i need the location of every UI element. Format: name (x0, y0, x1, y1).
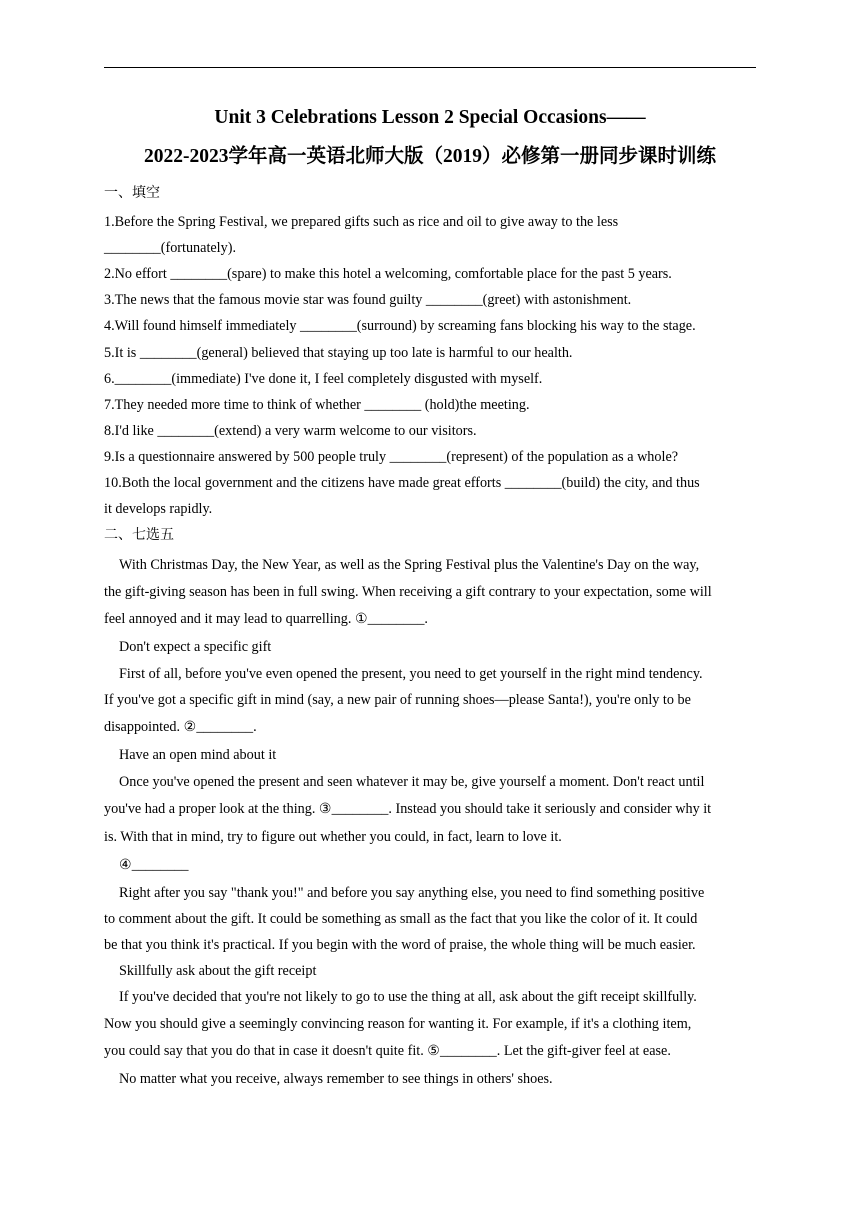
fill-blank-line: ________(fortunately). (104, 240, 236, 256)
passage-subheading: Have an open mind about it (119, 747, 277, 763)
passage-subheading: Skillfully ask about the gift receipt (119, 963, 317, 979)
passage-line: to comment about the gift. It could be something as small as the fact that you like the color of it. It could (104, 911, 698, 927)
fill-blank-line: 8.I'd like ________(extend) a very warm welcome to our visitors. (104, 423, 477, 439)
passage-line: Now you should give a seemingly convincing reason for wanting it. For example, if it's a clothing item, (104, 1016, 692, 1032)
passage-line: First of all, before you've even opened the present, you need to get yourself in the right mind tendency. (119, 666, 703, 682)
fill-blank-line: 6.________(immediate) I've done it, I feel completely disgusted with myself. (104, 371, 543, 387)
passage-line: you've had a proper look at the thing. ③________. Instead you should take it seriously and consider why it (104, 801, 712, 817)
passage-line: disappointed. ②________. (104, 719, 257, 735)
section-2-heading: 二、七选五 (104, 528, 174, 543)
passage-subheading-blank: ④________ (119, 857, 189, 873)
fill-blank-line: 10.Both the local government and the citizens have made great efforts ________(build) the city, and thus (104, 475, 700, 491)
header-rule (104, 67, 756, 68)
fill-blank-line: 2.No effort ________(spare) to make this hotel a welcoming, comfortable place for the past 5 years. (104, 266, 672, 282)
passage-line: If you've got a specific gift in mind (say, a new pair of running shoes—please Santa!), you're only to be (104, 692, 691, 708)
passage-line: With Christmas Day, the New Year, as well as the Spring Festival plus the Valentine's Day on the way, (119, 557, 700, 573)
title-line-2: 2022-2023学年高一英语北师大版（2019）必修第一册同步课时训练 (144, 146, 716, 167)
fill-blank-line: 9.Is a questionnaire answered by 500 people truly ________(represent) of the population as a whole? (104, 449, 679, 465)
passage-line: be that you think it's practical. If you begin with the word of praise, the whole thing will be much easier. (104, 937, 696, 953)
fill-blank-line: 7.They needed more time to think of whether ________ (hold)the meeting. (104, 397, 530, 413)
title-line-1: Unit 3 Celebrations Lesson 2 Special Occasions—— (214, 107, 646, 128)
fill-blank-line: 3.The news that the famous movie star was found guilty ________(greet) with astonishment. (104, 292, 632, 308)
fill-blank-line: 4.Will found himself immediately ________(surround) by screaming fans blocking his way to the stage. (104, 318, 696, 334)
passage-line: Once you've opened the present and seen whatever it may be, give yourself a moment. Don't react until (119, 774, 705, 790)
passage-line: feel annoyed and it may lead to quarrelling. ①________. (104, 611, 428, 627)
fill-blank-line: 5.It is ________(general) believed that staying up too late is harmful to our health. (104, 345, 573, 361)
fill-blank-line: 1.Before the Spring Festival, we prepared gifts such as rice and oil to give away to the less (104, 214, 619, 230)
section-1-heading: 一、填空 (104, 186, 160, 201)
passage-line: No matter what you receive, always remember to see things in others' shoes. (119, 1071, 553, 1087)
passage-line: Right after you say "thank you!" and before you say anything else, you need to find something positive (119, 885, 705, 901)
passage-line: the gift-giving season has been in full swing. When receiving a gift contrary to your expectation, some will (104, 584, 712, 600)
passage-line: is. With that in mind, try to figure out whether you could, in fact, learn to love it. (104, 829, 562, 845)
passage-line: If you've decided that you're not likely to go to use the thing at all, ask about the gift receipt skillfully. (119, 989, 697, 1005)
passage-line: you could say that you do that in case it doesn't quite fit. ⑤________. Let the gift-giver feel at ease. (104, 1043, 671, 1059)
passage-subheading: Don't expect a specific gift (119, 639, 272, 655)
fill-blank-line: it develops rapidly. (104, 501, 213, 517)
